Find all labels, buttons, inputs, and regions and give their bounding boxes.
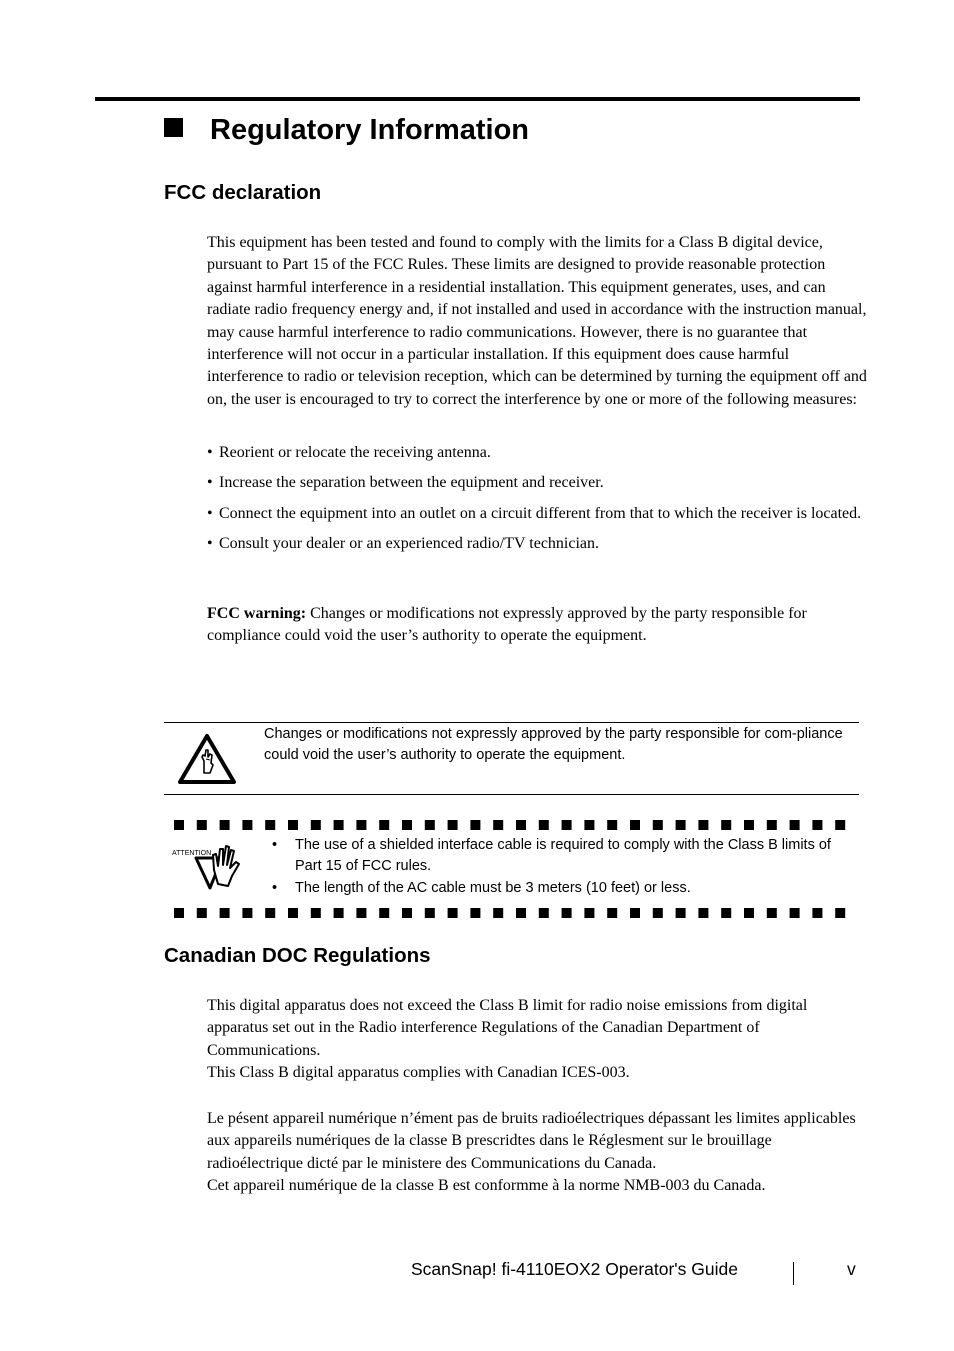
footer-page-number: v [847,1259,856,1279]
dash-square [812,908,822,918]
dash-square [448,908,458,918]
dash-square [653,820,663,830]
dash-square [174,908,184,918]
dash-square [356,908,366,918]
attention-item-text: The length of the AC cable must be 3 meters (10 feet) or less. [295,880,691,896]
footer-separator [793,1262,794,1285]
page-title-text: Regulatory Information [210,114,530,146]
attention-top-dashes [174,820,854,831]
dash-square [425,820,435,830]
dash-square [265,820,275,830]
dash-square [516,908,526,918]
dash-square [767,820,777,830]
bullet-dot: • [207,504,213,522]
canada-heading: Canadian DOC Regulations [164,944,431,967]
fcc-measures-list [207,442,867,564]
canada-body-en [207,995,867,1085]
dash-square [676,820,686,830]
dash-square [607,908,617,918]
bullet-dot: • [272,837,278,853]
dash-square [607,820,617,830]
bullet-dot: • [207,444,213,461]
dash-square [470,820,480,830]
dash-square [334,908,344,918]
attention-bottom-dashes [174,908,854,919]
dash-square [653,908,663,918]
list-item [207,472,867,494]
dash-square [676,908,686,918]
fcc-heading: FCC declaration [164,181,322,204]
bullet-dot: • [272,880,278,896]
measure-text: Connect the equipment into an outlet on a circuit different from that to which the receiver is located. [219,504,862,522]
list-item [207,503,867,525]
canada-fr-paragraph-2: Cet appareil numérique de la classe B est conformme à la norme NMB-003 du Canada. [207,1177,766,1195]
dash-square [584,908,594,918]
dash-square [516,820,526,830]
attention-hand-icon [170,840,252,897]
dash-square [767,908,777,918]
dash-square [402,908,412,918]
dash-square [197,820,207,830]
dash-square [539,820,549,830]
measure-text: Consult your dealer or an experienced radio/TV technician. [219,535,600,553]
dash-square [790,820,800,830]
dash-square [584,820,594,830]
dash-square [539,908,549,918]
fcc-warning [207,603,867,648]
dash-square [288,908,298,918]
dash-square [311,908,321,918]
dash-square [812,820,822,830]
dash-square [379,908,389,918]
bullet-dot: • [207,474,213,492]
list-item [272,835,852,877]
dash-square [311,820,321,830]
dash-square [721,908,731,918]
dash-square [630,908,640,918]
dash-square [379,820,389,830]
dash-square [448,820,458,830]
dash-square [721,820,731,830]
dash-square [402,820,412,830]
dash-square [425,908,435,918]
canada-en-paragraph-2: This Class B digital apparatus complies with Canadian ICES-003. [207,1064,630,1082]
caution-box [164,722,859,795]
measure-text: Reorient or relocate the receiving antenna. [219,444,491,461]
dash-square [242,820,252,830]
page-title [164,114,529,147]
caution-hand-triangle-icon [177,733,237,790]
dash-square [242,908,252,918]
dash-square [493,908,503,918]
caution-text: Changes or modifications not expressly approved by the party responsible for com-pliance could void the user’s authority to operate the equipment. [264,726,843,763]
dash-square [698,820,708,830]
dash-square [562,908,572,918]
dash-square [470,908,480,918]
dash-square [744,820,754,830]
canada-body-fr [207,1108,867,1198]
dash-square [744,908,754,918]
fcc-warning-label: FCC warning: [207,605,307,622]
dash-square [835,908,845,918]
canada-fr-paragraph-1: Le pésent appareil numérique n’ément pas de bruits radioélectriques dépassant les limites applicables aux appareils numériques de la classe B prescridtes dans le Réglesment sur le brouillage radioélectrique dicté par le ministere des Communications du Canada. [207,1110,856,1172]
list-item [207,533,867,555]
dash-square [562,820,572,830]
title-square-marker [164,118,183,137]
dash-square [493,820,503,830]
list-item [272,878,852,899]
dash-square [174,820,184,830]
dash-square [356,820,366,830]
attention-item-text: The use of a shielded interface cable is required to comply with the Class B limits of Part 15 of FCC rules. [295,837,831,874]
list-item [207,442,867,464]
dash-square [220,908,230,918]
top-rule [95,97,860,101]
attention-icon-label: ATTENTION [172,850,212,857]
dash-square [220,820,230,830]
fcc-body: This equipment has been tested and found to comply with the limits for a Class B digital device, pursuant to Part 15 of the FCC Rules. These limits are designed to provide reasonable protection against harmful interference in a residential installation. This equipment generates, uses, and can radiate radio frequency energy and, if not installed and used in accordance with the instruction manual, may cause harmful interference to radio communications. However, there is no guarantee that interference will not occur in a particular installation. If this equipment does cause harmful interference to radio or television reception, which can be determined by turning the equipment off and on, the user is encouraged to try to correct the interference by one or more of the following measures: [207,234,867,408]
canada-en-paragraph-1: This digital apparatus does not exceed the Class B limit for radio noise emissions from digital apparatus set out in the Radio interference Regulations of the Canadian Department of Communications. [207,997,808,1059]
fcc-warning-text: Changes or modifications not expressly approved by the party responsible for compliance could void the user’s authority to operate the equipment. [207,605,807,645]
dash-square [334,820,344,830]
attention-list [272,835,852,900]
bullet-dot: • [207,535,213,553]
measure-text: Increase the separation between the equipment and receiver. [219,474,604,492]
footer-guide-title: ScanSnap! fi-4110EOX2 Operator's Guide [411,1259,738,1279]
dash-square [265,908,275,918]
dash-square [698,908,708,918]
dash-square [197,908,207,918]
dash-square [288,820,298,830]
dash-square [790,908,800,918]
dash-square [835,820,845,830]
dash-square [630,820,640,830]
